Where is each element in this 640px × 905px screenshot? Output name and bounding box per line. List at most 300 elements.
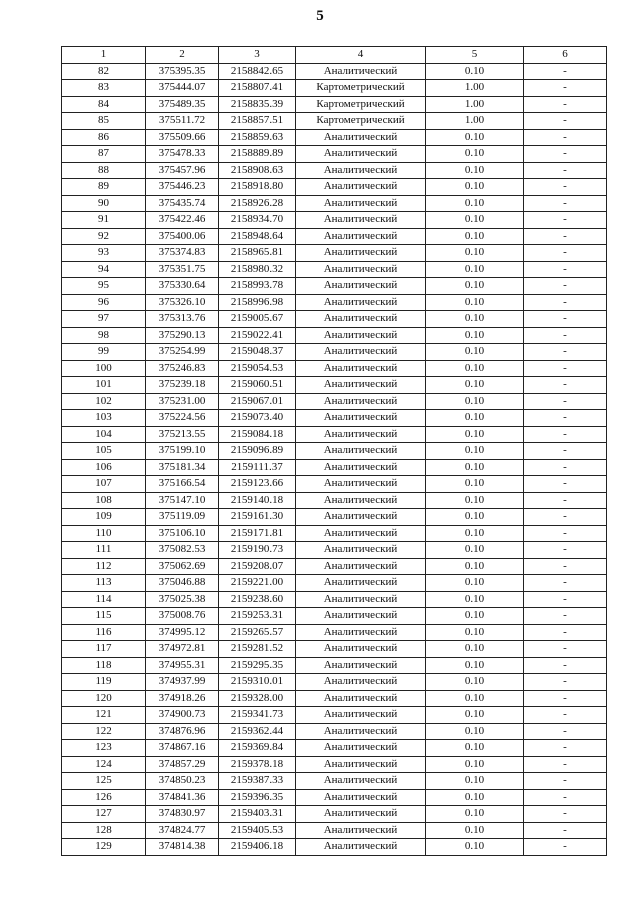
point-number-cell: 96 xyxy=(62,294,146,311)
method-cell: Аналитический xyxy=(296,228,426,245)
x-coordinate-cell: 375082.53 xyxy=(146,542,219,559)
coordinates-table xyxy=(61,46,607,856)
point-number-cell: 112 xyxy=(62,558,146,575)
method-cell: Аналитический xyxy=(296,740,426,757)
method-cell: Аналитический xyxy=(296,294,426,311)
accuracy-cell: 0.10 xyxy=(426,476,524,493)
description-cell: - xyxy=(524,426,607,443)
point-number-cell: 125 xyxy=(62,773,146,790)
description-cell: - xyxy=(524,641,607,658)
description-cell: - xyxy=(524,360,607,377)
point-number-cell: 99 xyxy=(62,344,146,361)
x-coordinate-cell: 375446.23 xyxy=(146,179,219,196)
point-number-cell: 92 xyxy=(62,228,146,245)
table-row xyxy=(62,410,607,427)
x-coordinate-cell: 375444.07 xyxy=(146,80,219,97)
description-cell: - xyxy=(524,674,607,691)
method-cell: Аналитический xyxy=(296,162,426,179)
method-cell: Аналитический xyxy=(296,822,426,839)
y-coordinate-cell: 2159022.41 xyxy=(219,327,296,344)
method-cell: Аналитический xyxy=(296,657,426,674)
table-row xyxy=(62,261,607,278)
description-cell: - xyxy=(524,393,607,410)
table-row xyxy=(62,63,607,80)
accuracy-cell: 0.10 xyxy=(426,575,524,592)
method-cell: Аналитический xyxy=(296,575,426,592)
column-header-3: 3 xyxy=(219,47,296,64)
description-cell: - xyxy=(524,476,607,493)
table-row xyxy=(62,360,607,377)
y-coordinate-cell: 2159341.73 xyxy=(219,707,296,724)
x-coordinate-cell: 374850.23 xyxy=(146,773,219,790)
y-coordinate-cell: 2159140.18 xyxy=(219,492,296,509)
method-cell: Аналитический xyxy=(296,789,426,806)
description-cell: - xyxy=(524,146,607,163)
y-coordinate-cell: 2159281.52 xyxy=(219,641,296,658)
column-header-5: 5 xyxy=(426,47,524,64)
y-coordinate-cell: 2159369.84 xyxy=(219,740,296,757)
point-number-cell: 123 xyxy=(62,740,146,757)
accuracy-cell: 0.10 xyxy=(426,311,524,328)
method-cell: Аналитический xyxy=(296,773,426,790)
description-cell: - xyxy=(524,410,607,427)
y-coordinate-cell: 2158807.41 xyxy=(219,80,296,97)
accuracy-cell: 0.10 xyxy=(426,624,524,641)
table-row xyxy=(62,525,607,542)
x-coordinate-cell: 375025.38 xyxy=(146,591,219,608)
y-coordinate-cell: 2159396.35 xyxy=(219,789,296,806)
table-row xyxy=(62,179,607,196)
method-cell: Аналитический xyxy=(296,278,426,295)
description-cell: - xyxy=(524,311,607,328)
accuracy-cell: 0.10 xyxy=(426,773,524,790)
method-cell: Картометрический xyxy=(296,96,426,113)
table-row xyxy=(62,822,607,839)
accuracy-cell: 0.10 xyxy=(426,558,524,575)
method-cell: Аналитический xyxy=(296,212,426,229)
x-coordinate-cell: 375213.55 xyxy=(146,426,219,443)
y-coordinate-cell: 2158934.70 xyxy=(219,212,296,229)
table-row xyxy=(62,756,607,773)
y-coordinate-cell: 2158889.89 xyxy=(219,146,296,163)
point-number-cell: 126 xyxy=(62,789,146,806)
y-coordinate-cell: 2159378.18 xyxy=(219,756,296,773)
x-coordinate-cell: 375351.75 xyxy=(146,261,219,278)
description-cell: - xyxy=(524,162,607,179)
y-coordinate-cell: 2159111.37 xyxy=(219,459,296,476)
x-coordinate-cell: 374814.38 xyxy=(146,839,219,856)
table-row xyxy=(62,608,607,625)
y-coordinate-cell: 2159328.00 xyxy=(219,690,296,707)
method-cell: Аналитический xyxy=(296,129,426,146)
y-coordinate-cell: 2159403.31 xyxy=(219,806,296,823)
description-cell: - xyxy=(524,608,607,625)
point-number-cell: 91 xyxy=(62,212,146,229)
y-coordinate-cell: 2159005.67 xyxy=(219,311,296,328)
accuracy-cell: 0.10 xyxy=(426,756,524,773)
description-cell: - xyxy=(524,690,607,707)
description-cell: - xyxy=(524,294,607,311)
accuracy-cell: 0.10 xyxy=(426,146,524,163)
description-cell: - xyxy=(524,740,607,757)
x-coordinate-cell: 375400.06 xyxy=(146,228,219,245)
method-cell: Аналитический xyxy=(296,624,426,641)
accuracy-cell: 0.10 xyxy=(426,360,524,377)
y-coordinate-cell: 2159161.30 xyxy=(219,509,296,526)
accuracy-cell: 0.10 xyxy=(426,806,524,823)
x-coordinate-cell: 375395.35 xyxy=(146,63,219,80)
x-coordinate-cell: 375457.96 xyxy=(146,162,219,179)
method-cell: Аналитический xyxy=(296,674,426,691)
y-coordinate-cell: 2158859.63 xyxy=(219,129,296,146)
point-number-cell: 113 xyxy=(62,575,146,592)
y-coordinate-cell: 2159387.33 xyxy=(219,773,296,790)
y-coordinate-cell: 2159073.40 xyxy=(219,410,296,427)
description-cell: - xyxy=(524,558,607,575)
description-cell: - xyxy=(524,459,607,476)
x-coordinate-cell: 375254.99 xyxy=(146,344,219,361)
method-cell: Аналитический xyxy=(296,311,426,328)
method-cell: Аналитический xyxy=(296,360,426,377)
description-cell: - xyxy=(524,591,607,608)
accuracy-cell: 0.10 xyxy=(426,641,524,658)
point-number-cell: 115 xyxy=(62,608,146,625)
table-row xyxy=(62,195,607,212)
x-coordinate-cell: 375435.74 xyxy=(146,195,219,212)
y-coordinate-cell: 2158835.39 xyxy=(219,96,296,113)
x-coordinate-cell: 375290.13 xyxy=(146,327,219,344)
table-row xyxy=(62,558,607,575)
method-cell: Картометрический xyxy=(296,80,426,97)
x-coordinate-cell: 374876.96 xyxy=(146,723,219,740)
x-coordinate-cell: 375326.10 xyxy=(146,294,219,311)
accuracy-cell: 0.10 xyxy=(426,492,524,509)
description-cell: - xyxy=(524,212,607,229)
x-coordinate-cell: 375199.10 xyxy=(146,443,219,460)
description-cell: - xyxy=(524,509,607,526)
x-coordinate-cell: 375224.56 xyxy=(146,410,219,427)
accuracy-cell: 0.10 xyxy=(426,294,524,311)
point-number-cell: 95 xyxy=(62,278,146,295)
description-cell: - xyxy=(524,822,607,839)
y-coordinate-cell: 2159054.53 xyxy=(219,360,296,377)
table-row xyxy=(62,806,607,823)
y-coordinate-cell: 2158996.98 xyxy=(219,294,296,311)
x-coordinate-cell: 375509.66 xyxy=(146,129,219,146)
accuracy-cell: 1.00 xyxy=(426,96,524,113)
y-coordinate-cell: 2158857.51 xyxy=(219,113,296,130)
point-number-cell: 121 xyxy=(62,707,146,724)
table-row xyxy=(62,294,607,311)
accuracy-cell: 0.10 xyxy=(426,410,524,427)
x-coordinate-cell: 375119.09 xyxy=(146,509,219,526)
x-coordinate-cell: 375313.76 xyxy=(146,311,219,328)
x-coordinate-cell: 375062.69 xyxy=(146,558,219,575)
accuracy-cell: 0.10 xyxy=(426,789,524,806)
y-coordinate-cell: 2159208.07 xyxy=(219,558,296,575)
method-cell: Аналитический xyxy=(296,443,426,460)
y-coordinate-cell: 2158965.81 xyxy=(219,245,296,262)
accuracy-cell: 0.10 xyxy=(426,525,524,542)
y-coordinate-cell: 2159362.44 xyxy=(219,723,296,740)
y-coordinate-cell: 2158980.32 xyxy=(219,261,296,278)
accuracy-cell: 0.10 xyxy=(426,228,524,245)
table-row xyxy=(62,542,607,559)
x-coordinate-cell: 374900.73 xyxy=(146,707,219,724)
description-cell: - xyxy=(524,789,607,806)
table-header xyxy=(62,47,607,64)
x-coordinate-cell: 374955.31 xyxy=(146,657,219,674)
method-cell: Аналитический xyxy=(296,806,426,823)
accuracy-cell: 0.10 xyxy=(426,212,524,229)
method-cell: Аналитический xyxy=(296,509,426,526)
point-number-cell: 104 xyxy=(62,426,146,443)
x-coordinate-cell: 374857.29 xyxy=(146,756,219,773)
point-number-cell: 116 xyxy=(62,624,146,641)
method-cell: Аналитический xyxy=(296,756,426,773)
y-coordinate-cell: 2159067.01 xyxy=(219,393,296,410)
method-cell: Аналитический xyxy=(296,723,426,740)
point-number-cell: 111 xyxy=(62,542,146,559)
method-cell: Аналитический xyxy=(296,179,426,196)
table-row xyxy=(62,113,607,130)
y-coordinate-cell: 2158908.63 xyxy=(219,162,296,179)
table-row xyxy=(62,327,607,344)
x-coordinate-cell: 375511.72 xyxy=(146,113,219,130)
y-coordinate-cell: 2158948.64 xyxy=(219,228,296,245)
description-cell: - xyxy=(524,327,607,344)
x-coordinate-cell: 375008.76 xyxy=(146,608,219,625)
x-coordinate-cell: 374824.77 xyxy=(146,822,219,839)
method-cell: Аналитический xyxy=(296,426,426,443)
x-coordinate-cell: 375478.33 xyxy=(146,146,219,163)
x-coordinate-cell: 375489.35 xyxy=(146,96,219,113)
y-coordinate-cell: 2159295.35 xyxy=(219,657,296,674)
y-coordinate-cell: 2159253.31 xyxy=(219,608,296,625)
point-number-cell: 82 xyxy=(62,63,146,80)
table-row xyxy=(62,344,607,361)
table-row xyxy=(62,476,607,493)
y-coordinate-cell: 2159048.37 xyxy=(219,344,296,361)
accuracy-cell: 0.10 xyxy=(426,459,524,476)
method-cell: Аналитический xyxy=(296,608,426,625)
point-number-cell: 107 xyxy=(62,476,146,493)
table-row xyxy=(62,707,607,724)
table-row xyxy=(62,657,607,674)
description-cell: - xyxy=(524,839,607,856)
table-row xyxy=(62,96,607,113)
accuracy-cell: 0.10 xyxy=(426,839,524,856)
accuracy-cell: 0.10 xyxy=(426,707,524,724)
x-coordinate-cell: 375330.64 xyxy=(146,278,219,295)
x-coordinate-cell: 374937.99 xyxy=(146,674,219,691)
description-cell: - xyxy=(524,96,607,113)
accuracy-cell: 0.10 xyxy=(426,690,524,707)
x-coordinate-cell: 375374.83 xyxy=(146,245,219,262)
method-cell: Аналитический xyxy=(296,707,426,724)
table-row xyxy=(62,377,607,394)
point-number-cell: 128 xyxy=(62,822,146,839)
accuracy-cell: 0.10 xyxy=(426,344,524,361)
point-number-cell: 114 xyxy=(62,591,146,608)
point-number-cell: 83 xyxy=(62,80,146,97)
description-cell: - xyxy=(524,492,607,509)
y-coordinate-cell: 2159406.18 xyxy=(219,839,296,856)
y-coordinate-cell: 2159123.66 xyxy=(219,476,296,493)
y-coordinate-cell: 2159171.81 xyxy=(219,525,296,542)
y-coordinate-cell: 2159238.60 xyxy=(219,591,296,608)
accuracy-cell: 0.10 xyxy=(426,261,524,278)
description-cell: - xyxy=(524,657,607,674)
point-number-cell: 127 xyxy=(62,806,146,823)
point-number-cell: 97 xyxy=(62,311,146,328)
accuracy-cell: 0.10 xyxy=(426,393,524,410)
description-cell: - xyxy=(524,63,607,80)
x-coordinate-cell: 375147.10 xyxy=(146,492,219,509)
method-cell: Аналитический xyxy=(296,476,426,493)
point-number-cell: 101 xyxy=(62,377,146,394)
table-row xyxy=(62,228,607,245)
y-coordinate-cell: 2159060.51 xyxy=(219,377,296,394)
x-coordinate-cell: 374918.26 xyxy=(146,690,219,707)
method-cell: Картометрический xyxy=(296,113,426,130)
table-row xyxy=(62,591,607,608)
description-cell: - xyxy=(524,245,607,262)
y-coordinate-cell: 2158926.28 xyxy=(219,195,296,212)
description-cell: - xyxy=(524,542,607,559)
column-header-4: 4 xyxy=(296,47,426,64)
accuracy-cell: 0.10 xyxy=(426,822,524,839)
column-header-2: 2 xyxy=(146,47,219,64)
table-row xyxy=(62,789,607,806)
method-cell: Аналитический xyxy=(296,146,426,163)
method-cell: Аналитический xyxy=(296,641,426,658)
y-coordinate-cell: 2159265.57 xyxy=(219,624,296,641)
accuracy-cell: 0.10 xyxy=(426,740,524,757)
x-coordinate-cell: 375046.88 xyxy=(146,575,219,592)
x-coordinate-cell: 374830.97 xyxy=(146,806,219,823)
table-row xyxy=(62,278,607,295)
x-coordinate-cell: 375181.34 xyxy=(146,459,219,476)
table-row xyxy=(62,723,607,740)
point-number-cell: 102 xyxy=(62,393,146,410)
point-number-cell: 89 xyxy=(62,179,146,196)
method-cell: Аналитический xyxy=(296,839,426,856)
description-cell: - xyxy=(524,80,607,97)
table-row xyxy=(62,212,607,229)
accuracy-cell: 0.10 xyxy=(426,129,524,146)
table-row xyxy=(62,492,607,509)
method-cell: Аналитический xyxy=(296,492,426,509)
point-number-cell: 85 xyxy=(62,113,146,130)
accuracy-cell: 0.10 xyxy=(426,245,524,262)
y-coordinate-cell: 2158993.78 xyxy=(219,278,296,295)
x-coordinate-cell: 375246.83 xyxy=(146,360,219,377)
accuracy-cell: 0.10 xyxy=(426,657,524,674)
point-number-cell: 105 xyxy=(62,443,146,460)
y-coordinate-cell: 2158842.65 xyxy=(219,63,296,80)
description-cell: - xyxy=(524,129,607,146)
x-coordinate-cell: 375106.10 xyxy=(146,525,219,542)
method-cell: Аналитический xyxy=(296,63,426,80)
point-number-cell: 93 xyxy=(62,245,146,262)
y-coordinate-cell: 2159310.01 xyxy=(219,674,296,691)
point-number-cell: 100 xyxy=(62,360,146,377)
x-coordinate-cell: 374995.12 xyxy=(146,624,219,641)
accuracy-cell: 0.10 xyxy=(426,542,524,559)
point-number-cell: 122 xyxy=(62,723,146,740)
description-cell: - xyxy=(524,278,607,295)
table-row xyxy=(62,162,607,179)
method-cell: Аналитический xyxy=(296,393,426,410)
point-number-cell: 84 xyxy=(62,96,146,113)
description-cell: - xyxy=(524,756,607,773)
x-coordinate-cell: 375239.18 xyxy=(146,377,219,394)
method-cell: Аналитический xyxy=(296,591,426,608)
accuracy-cell: 0.10 xyxy=(426,195,524,212)
accuracy-cell: 0.10 xyxy=(426,723,524,740)
table-row xyxy=(62,80,607,97)
column-header-1: 1 xyxy=(62,47,146,64)
x-coordinate-cell: 375422.46 xyxy=(146,212,219,229)
y-coordinate-cell: 2158918.80 xyxy=(219,179,296,196)
header-row xyxy=(62,47,607,64)
point-number-cell: 109 xyxy=(62,509,146,526)
point-number-cell: 90 xyxy=(62,195,146,212)
accuracy-cell: 0.10 xyxy=(426,426,524,443)
method-cell: Аналитический xyxy=(296,558,426,575)
description-cell: - xyxy=(524,525,607,542)
x-coordinate-cell: 374972.81 xyxy=(146,641,219,658)
description-cell: - xyxy=(524,113,607,130)
description-cell: - xyxy=(524,377,607,394)
point-number-cell: 106 xyxy=(62,459,146,476)
point-number-cell: 98 xyxy=(62,327,146,344)
table-row xyxy=(62,509,607,526)
table-row xyxy=(62,426,607,443)
table-row xyxy=(62,146,607,163)
description-cell: - xyxy=(524,707,607,724)
table-row xyxy=(62,443,607,460)
method-cell: Аналитический xyxy=(296,690,426,707)
table-row xyxy=(62,393,607,410)
method-cell: Аналитический xyxy=(296,261,426,278)
description-cell: - xyxy=(524,624,607,641)
method-cell: Аналитический xyxy=(296,542,426,559)
point-number-cell: 118 xyxy=(62,657,146,674)
accuracy-cell: 0.10 xyxy=(426,591,524,608)
x-coordinate-cell: 374867.16 xyxy=(146,740,219,757)
x-coordinate-cell: 375166.54 xyxy=(146,476,219,493)
point-number-cell: 129 xyxy=(62,839,146,856)
table-row xyxy=(62,129,607,146)
table-row xyxy=(62,575,607,592)
table-row xyxy=(62,674,607,691)
point-number-cell: 110 xyxy=(62,525,146,542)
accuracy-cell: 0.10 xyxy=(426,179,524,196)
accuracy-cell: 0.10 xyxy=(426,162,524,179)
method-cell: Аналитический xyxy=(296,245,426,262)
x-coordinate-cell: 375231.00 xyxy=(146,393,219,410)
page-number: 5 xyxy=(316,8,324,24)
y-coordinate-cell: 2159190.73 xyxy=(219,542,296,559)
description-cell: - xyxy=(524,261,607,278)
accuracy-cell: 0.10 xyxy=(426,443,524,460)
point-number-cell: 117 xyxy=(62,641,146,658)
table-row xyxy=(62,740,607,757)
table-row xyxy=(62,311,607,328)
accuracy-cell: 0.10 xyxy=(426,327,524,344)
